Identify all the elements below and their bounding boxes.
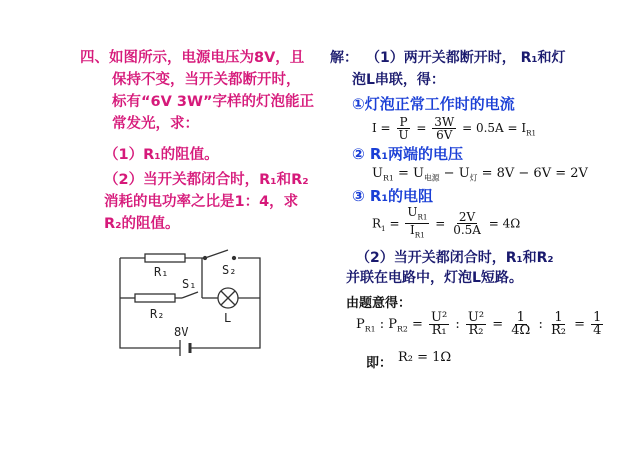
question-line-2: 保持不变，当开关都断开时， (112, 72, 301, 88)
question-part-2-line-3: R₂的阻值。 (104, 216, 180, 232)
step-2-heading: ② R₁两端的电压 (352, 145, 464, 163)
question-part-1: （1）R₁的阻值。 (104, 147, 219, 163)
given-label: 由题意得： (346, 296, 412, 311)
question-part-2-line-1: （2）当开关都闭合时，R₁和R₂ (104, 172, 309, 188)
solution-part-2-line-1: （2）当开关都闭合时，R₁和R₂ (356, 250, 554, 266)
label-lamp: L (224, 311, 232, 325)
question-line-1: 四、如图所示，电源电压为8V，且 (80, 50, 305, 66)
label-r2: R₂ (150, 307, 165, 321)
lamp-icon (218, 288, 238, 308)
equation-current: I = $\frac{P}{U}$ = $\frac{3W}{6V}$ = $0.5A = I_{R1}$ (372, 115, 537, 142)
label-s1: S₁ (182, 277, 197, 291)
answer-label: 即： (366, 356, 393, 371)
equation-voltage: $U_{R1} = U_{电源} - U_灯 = 8V - 6V = 2V$ (372, 166, 588, 183)
label-voltage: 8V (174, 325, 189, 339)
answer-value: R₂ = 1Ω (398, 350, 452, 365)
equation-power-ratio: $P_{R1}$ : $P_{R2}$ = $\frac{\text{U²}}{\text{R₁}}$ : $\frac{\text{U²}}{\text{R₂}}$ = $\frac{1}{4\Omega}$ : $\frac{1}{\text{R₂}}$ = $\frac{1}{4}$ (356, 310, 602, 338)
solution-intro-line-1: （1）两开关都断开时， R₁和灯 (366, 50, 566, 66)
solution-part-2-line-2: 并联在电路中，灯泡L短路。 (346, 270, 523, 286)
step-3-heading: ③ R₁的电阻 (352, 187, 434, 205)
question-line-4: 常发光，求： (112, 116, 199, 132)
solution-label: 解： (330, 50, 358, 66)
solution-intro-line-2: 泡L串联，得： (352, 72, 445, 88)
resistor-r2 (135, 294, 175, 302)
circuit-diagram (110, 248, 280, 368)
battery-icon (180, 340, 190, 356)
equation-resistance: $R_1$ = $\frac{U_{R1}}{I_{R1}}$ = $\frac{2V}{0.5A}$ = 4Ω (372, 205, 521, 240)
label-r1: R₁ (154, 265, 169, 279)
label-s2: S₂ (222, 263, 237, 277)
question-part-2-line-2: 消耗的电功率之比是1：4，求 (104, 194, 299, 210)
resistor-r1 (145, 254, 185, 262)
step-1-heading: ①灯泡正常工作时的电流 (352, 95, 515, 113)
question-line-3: 标有“6V 3W”字样的灯泡能正 (112, 94, 315, 110)
